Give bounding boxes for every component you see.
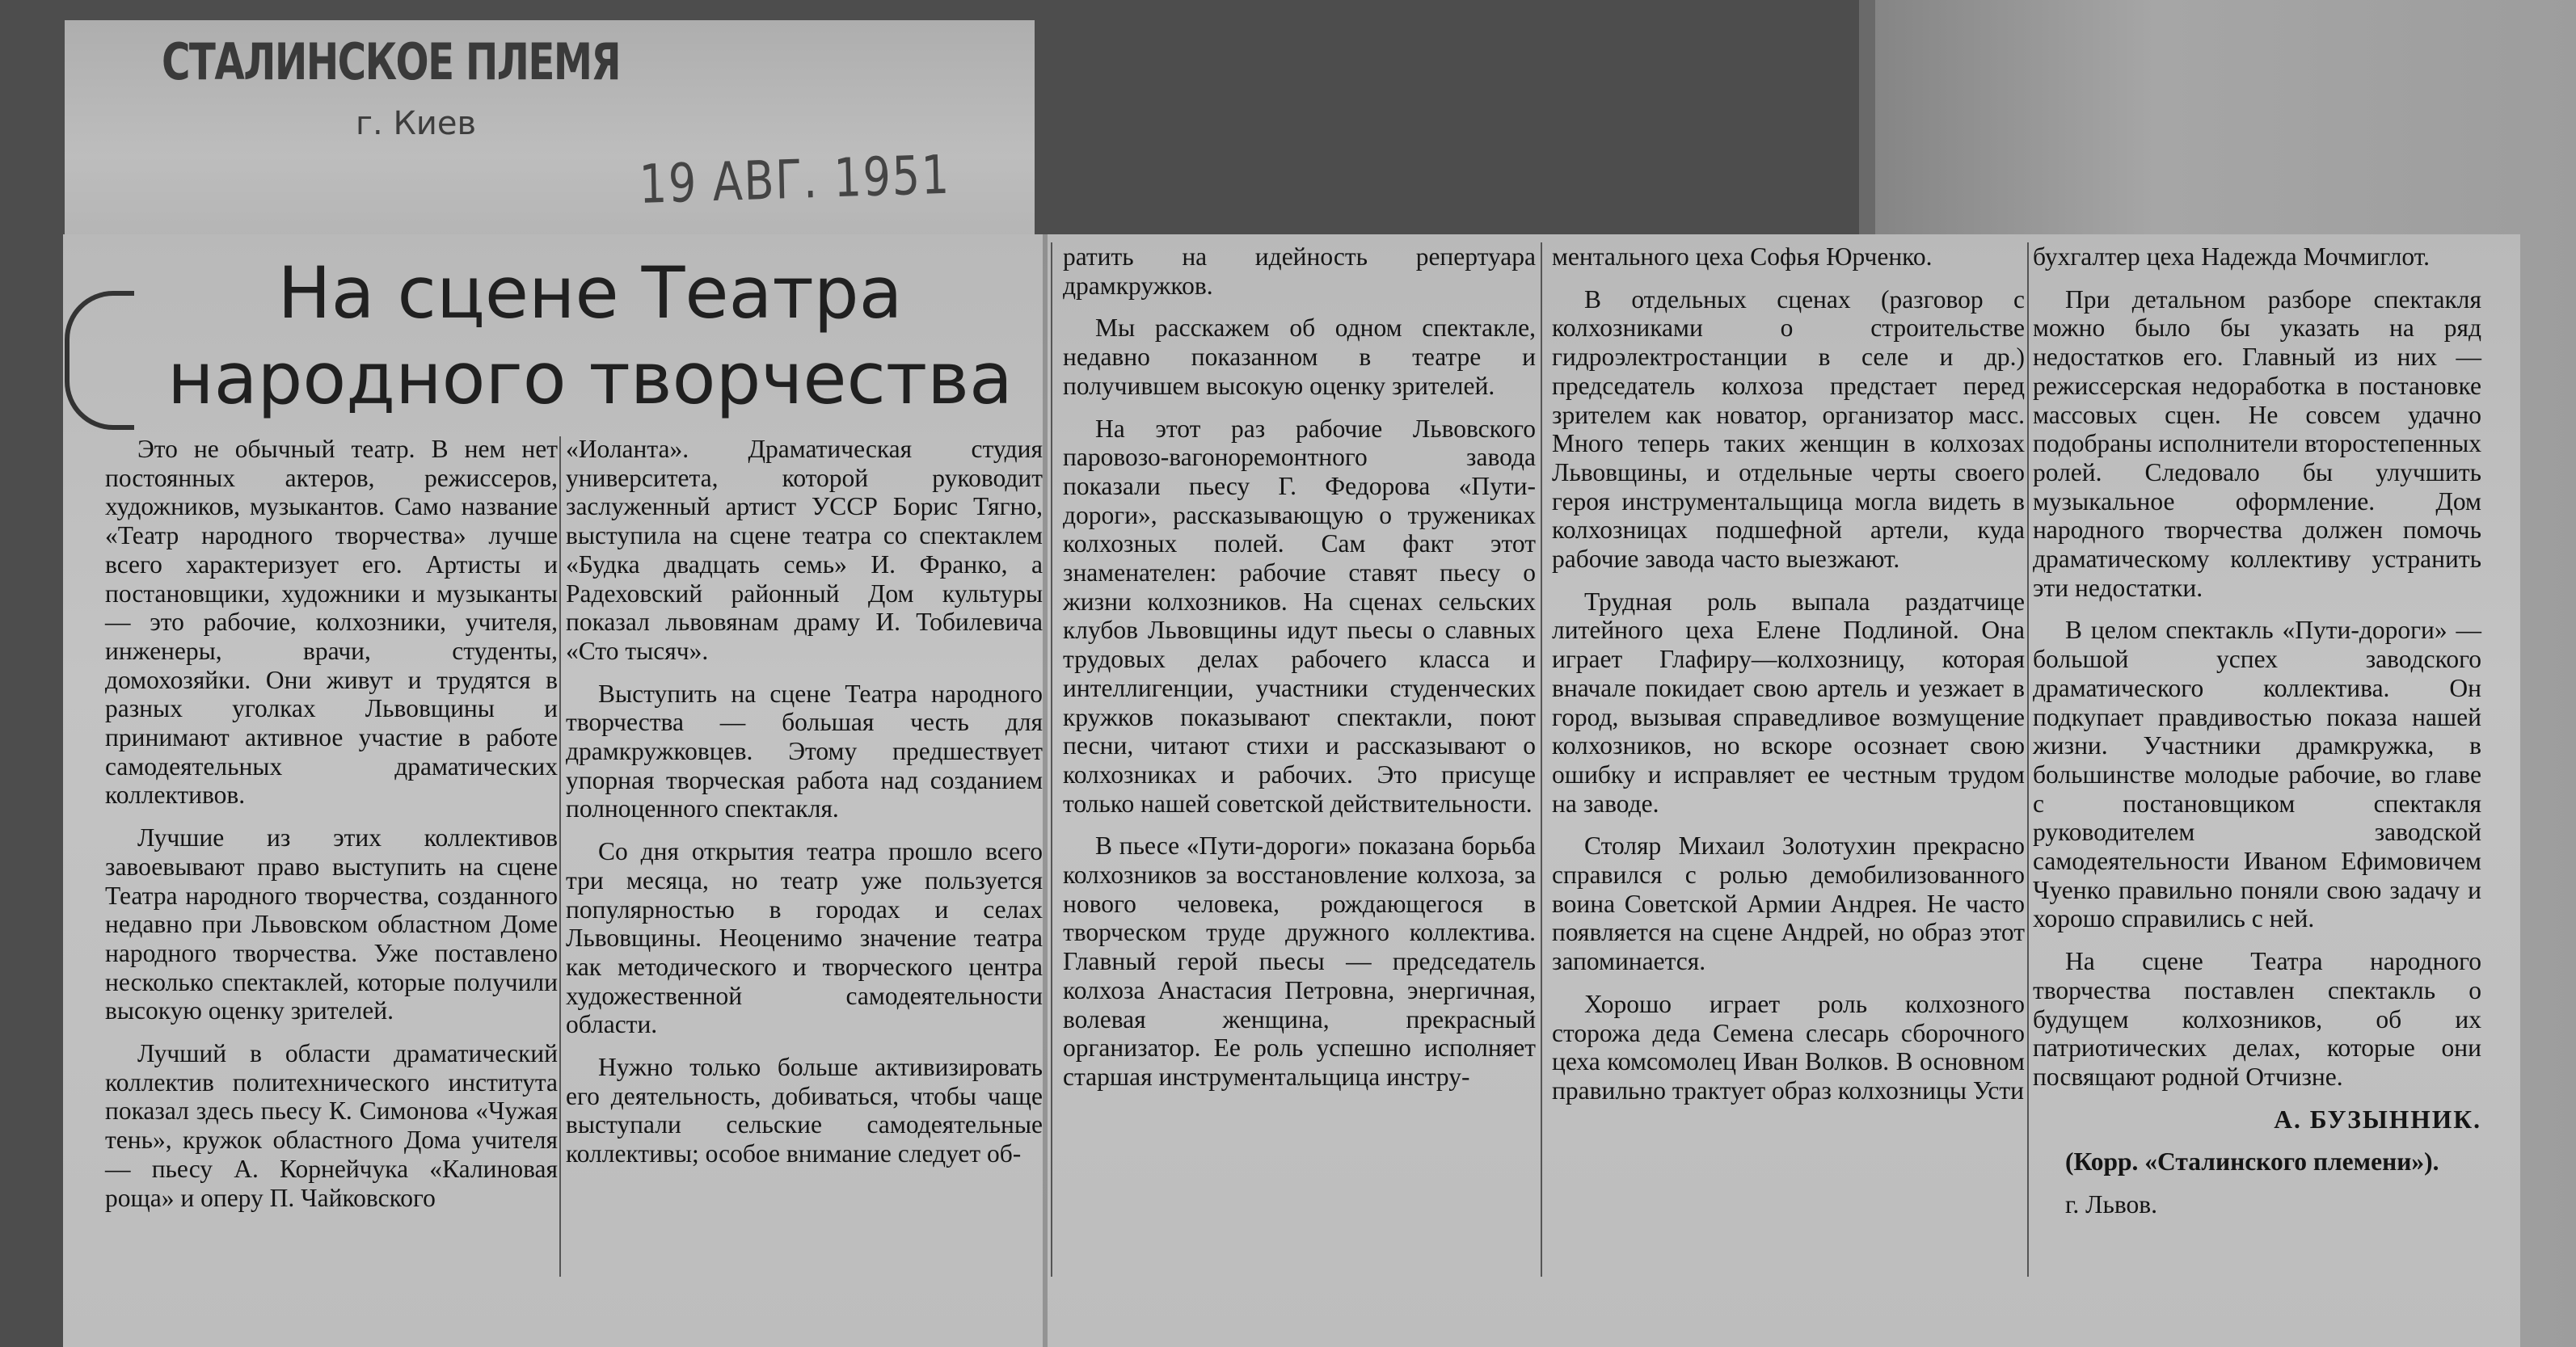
paragraph: Лучшие из этих коллективов завоевывают право выступить на сцене Театра народного творчества, созданного недавно при Львовском областном Доме народного творчества. Уже поставлено несколько спектаклей, которые получили высокую оценку зрителей. [105, 823, 558, 1025]
author-signature: А. БУЗЫННИК. [2274, 1105, 2481, 1134]
paragraph: Нужно только больше активизировать его деятельность, добиваться, чтобы чаще выступали сельские самодеятельные коллективы; особое внимание следует об- [566, 1053, 1043, 1168]
article-column-4 [1552, 242, 2025, 1119]
column-rule [2027, 242, 2029, 1277]
paragraph: ментального цеха Софья Юрченко. [1552, 242, 1933, 271]
article-column-5 [2033, 242, 2481, 1233]
date-stamp: 19 АВГ. 1951 [639, 143, 951, 216]
column-rule [1051, 242, 1052, 1277]
column-rule [559, 436, 561, 1277]
paragraph: Столяр Михаил Золотухин прекрасно справился с ролью демобилизованного воина Советской Армии Андрея. Не часто появляется на сцене Андрей, но образ этот запоминается. [1552, 831, 2025, 976]
fold-line [1043, 234, 1048, 1347]
paragraph: ратить на идейность репертуара драмкружков. [1063, 242, 1536, 300]
paragraph: В целом спектакль «Пути-дороги» — большой успех заводского драматического коллектива. Он подкупает правдивостью показа нашей жизни. Участники драмкружка, в большинстве молодые рабочие, во главе с постановщиком спектакля руководителем заводской самодеятельности Иваном Ефимовичем Чуенко правильно поняли свою задачу и хорошо справились с ней. [2033, 616, 2481, 933]
paragraph: На сцене Театра народного творчества поставлен спектакль о будущем колхозников, об их патриотических делах, которые они посвящают родной Отчизне. [2033, 947, 2481, 1091]
paragraph: Со дня открытия театра прошло всего три месяца, но театр уже пользуется популярностью в городах и селах Львовщины. Неоценимо значение театра как методического и творческого центра художественной самодеятельности области. [566, 837, 1043, 1039]
headline-line-2: народного творчества [167, 337, 1013, 420]
paragraph: Выступить на сцене Театра народного творчества — большая честь для драмкружковцев. Этому предшествует упорная творческая работа над созданием полноценного спектакля. [566, 679, 1043, 823]
bracket-mark [65, 291, 134, 430]
paragraph: бухгалтер цеха Надежда Мочмиглот. [2033, 242, 2431, 271]
article-column-3 [1063, 242, 1536, 1105]
paragraph: При детальном разборе спектакля можно было бы указать на ряд недостатков его. Главный из них — режиссерская недоработка в постановке массовых сцен. Не совсем удачно подобраны исполнители второстепенных ролей. Следовало бы улучшить музыкальное оформление. Дом народного творчества должен помочь драматическому коллективу устранить эти недостатки. [2033, 284, 2481, 602]
paragraph: «Иоланта». Драматическая студия университета, которой руководит заслуженный артист УССР Борис Тягно, выступила на сцене театра со спектаклем «Будка двадцать семь» И. Франко, а Радеховский районный Дом культуры показал львовянам драму И. Тобилевича «Сто тысяч». [566, 435, 1043, 665]
paragraph: Мы расскажем об одном спектакле, недавно показанном в театре и получившем высокую оценку зрителей. [1063, 314, 1536, 400]
headline-line-1: На сцене Театра [277, 251, 903, 335]
paragraph: Это не обычный театр. В нем нет постоянных актеров, режиссеров, художников, музыкантов. Само название «Театр народного творчества» лучше всего характеризует его. Артисты и постановщики, художники и музыканты — это рабочие, колхозники, учителя, инженеры, врачи, студенты, домохозяйки. Они живут и трудятся в разных уголках Львовщины и принимают активное участие в работе самодеятельных драматических коллективов. [105, 435, 558, 810]
newspaper-name-stamp: СТАЛИНСКОЕ ПЛЕМЯ [162, 32, 621, 91]
paragraph: На этот раз рабочие Львовского паровозо-вагоноремонтного завода показали пьесу Г. Федорова «Пути-дороги», рассказывающую о тружениках колхозных полей. Сам факт этот знаменателен: рабочие ставят пьесу о жизни колхозников. На сценах сельских клубов Львовщины идут пьесы о славных трудовых делах рабочего класса и интеллигенции, участники студенческих кружков показывают спектакли, поют песни, читают стихи и рассказывают о колхозниках и рабочих. Это присуще только нашей советской действительности. [1063, 414, 1536, 818]
paragraph: В пьесе «Пути-дороги» показана борьба колхозников за восстановление колхоза, за нового человека, рождающегося в творческом труде дружного коллектива. Главный герой пьесы — председатель колхоза Анастасия Петровна, энергичная, волевая женщина, прекрасный организатор. Ее роль успешно исполняет старшая инструментальщица инстру- [1063, 831, 1536, 1091]
paragraph: Трудная роль выпала раздатчице литейного цеха Елене Подлиной. Она играет Глафиру—колхозницу, которая вначале покидает свою артель и уезжает в город, вызывая справедливое возмущение колхозников, но вскоре осознает свою ошибку и исправляет ее честным трудом на заводе. [1552, 587, 2025, 818]
paragraph: Лучший в области драматический коллектив политехнического института показал здесь пьесу К. Симонова «Чужая тень», кружок областного Дома учителя — пьесу А. Корнейчука «Калиновая роща» и оперу П. Чайковского [105, 1039, 558, 1212]
dateline-place: г. Львов. [2065, 1190, 2158, 1219]
correspondent-note: (Корр. «Сталинского племени»). [2065, 1147, 2439, 1177]
article-column-2 [566, 435, 1043, 1182]
article-headline [145, 250, 1035, 422]
paragraph: Хорошо играет роль колхозного сторожа деда Семена слесарь сборочного цеха комсомолец Иван Волков. В основном правильно трактует образ колхозницы Усти [1552, 989, 2025, 1105]
paragraph: В отдельных сценах (разговор с колхозниками о строительстве гидроэлектростанции в селе и др.) председатель колхоза предстает перед зрителем как новатор, организатор масс. Много теперь таких женщин в колхозах Львовщины, и отдельные черты своего героя инструментальщица могла видеть в колхозницах подшефной артели, куда рабочие завода часто выезжают. [1552, 284, 2025, 574]
article-column-1 [105, 435, 558, 1226]
city-stamp: г. Киев [356, 105, 477, 142]
column-rule [1541, 242, 1542, 1277]
